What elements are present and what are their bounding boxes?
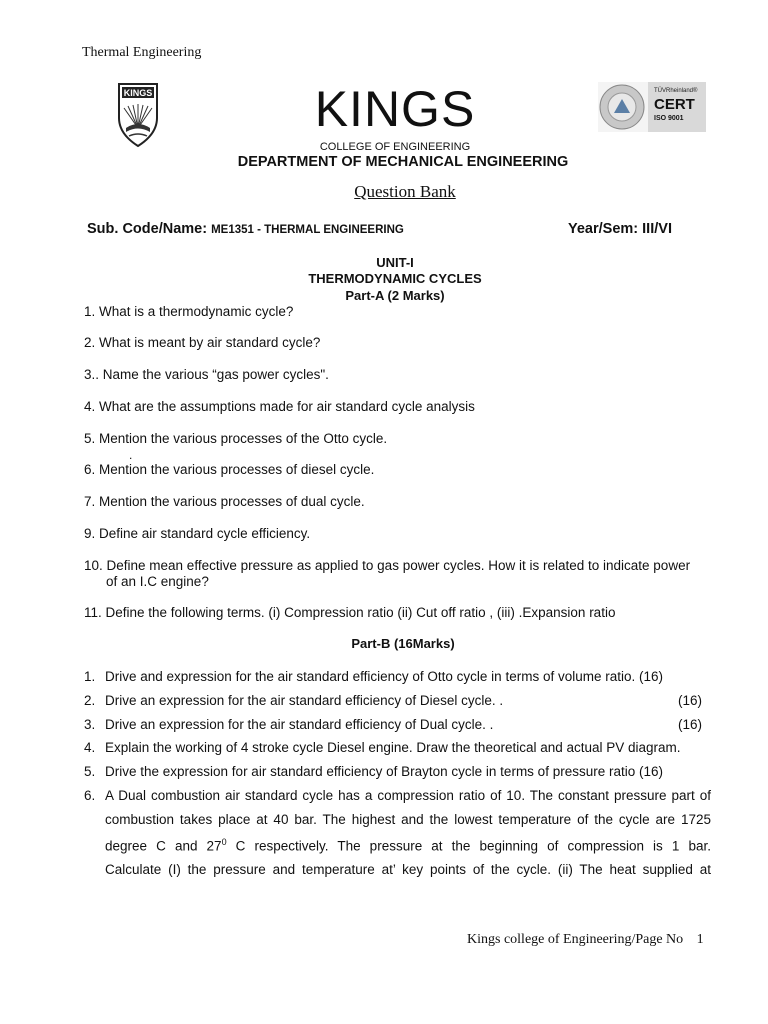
item-text: Drive an expression for the air standard efficiency of Diesel cycle. .	[105, 693, 504, 708]
item-number: 1.	[84, 669, 96, 684]
part-a-question-3: 3.. Name the various “gas power cycles".	[84, 367, 329, 382]
item-6-line-3	[105, 831, 711, 858]
item-text: Drive and expression for the air standard efficiency of Otto cycle in terms of volume ratio. (16)	[105, 669, 663, 684]
item-6-line-3b: C respectively. The pressure at the beginning of compression is 1 bar.	[226, 838, 711, 854]
part-a-heading: Part-A (2 Marks)	[345, 288, 445, 303]
part-b-item-6-number	[84, 788, 104, 806]
document-title: Question Bank	[354, 182, 456, 201]
question-10-line-1: 10. Define mean effective pressure as applied to gas power cycles. How it is related to indicate power	[84, 558, 691, 573]
footer-text: Kings college of Engineering/Page No	[467, 932, 684, 947]
part-b-item-5	[84, 764, 724, 782]
item-number: 3.	[84, 717, 96, 732]
part-b-item-4	[84, 740, 724, 758]
item-text: Explain the working of 4 stroke cycle Diesel engine. Draw the theoretical and actual PV diagram.	[105, 740, 681, 755]
part-b-item-6-text	[105, 784, 711, 882]
item-number: 6.	[84, 788, 96, 803]
part-a-question-5: 5. Mention the various processes of the Otto cycle.	[84, 431, 388, 446]
department-title: DEPARTMENT OF MECHANICAL ENGINEERING	[237, 154, 569, 170]
part-b-item-3-marks: (16)	[678, 717, 703, 732]
running-header: Thermal Engineering	[82, 45, 202, 60]
part-a-question-2: 2. What is meant by air standard cycle?	[84, 335, 321, 350]
year-semester: Year/Sem: III/VI	[568, 221, 672, 237]
subject-code-name	[87, 221, 404, 237]
unit-title: THERMODYNAMIC CYCLES	[308, 271, 482, 286]
unit-label: UNIT-I	[376, 255, 414, 270]
tuv-cert-logo	[598, 82, 706, 132]
part-a-question-6: 6. Mention the various processes of diesel cycle.	[84, 462, 375, 477]
part-b-item-3	[84, 717, 724, 735]
item-number: 4.	[84, 740, 96, 755]
part-b-item-2	[84, 693, 724, 711]
part-b-item-1	[84, 669, 724, 687]
item-6-line-1: A Dual combustion air standard cycle has a compression ratio of 10. The constant pressure part of	[105, 788, 711, 803]
iso-text: ISO 9001	[654, 115, 684, 122]
part-a-question-1: 1. What is a thermodynamic cycle?	[84, 304, 294, 319]
question-10-line-2: of an I.C engine?	[106, 574, 209, 589]
item-6-line-3a: degree C and 27	[105, 838, 222, 854]
item-6-line-2: combustion takes place at 40 bar. The highest and the lowest temperature of the cycle are 1725	[105, 811, 711, 827]
degree-superscript: 0	[221, 837, 227, 847]
subject-label: Sub. Code/Name:	[87, 221, 208, 237]
part-a-question-7: 7. Mention the various processes of dual cycle.	[84, 494, 365, 509]
item-number: 2.	[84, 693, 96, 708]
cert-text: CERT	[654, 96, 695, 113]
item-text: Drive the expression for air standard efficiency of Brayton cycle in terms of pressure ratio (16)	[105, 764, 663, 779]
page-number: 1	[696, 932, 704, 947]
stray-mark: .	[129, 448, 133, 462]
college-name: KINGS	[314, 81, 476, 137]
item-6-line-4: Calculate (I) the pressure and temperature at’ key points of the cycle. (ii) The heat supplied at	[105, 862, 711, 877]
college-subtitle: COLLEGE OF ENGINEERING	[319, 141, 471, 153]
part-a-question-11: 11. Define the following terms. (i) Compression ratio (ii) Cut off ratio , (iii) .Expansion ratio	[84, 605, 616, 620]
part-a-question-4: 4. What are the assumptions made for air standard cycle analysis	[84, 399, 475, 414]
crest-text: KINGS	[123, 88, 153, 98]
page-footer	[467, 932, 704, 948]
part-b-heading: Part-B (16Marks)	[351, 636, 455, 651]
part-a-question-10	[84, 558, 714, 590]
item-number: 5.	[84, 764, 96, 779]
tuv-brand-text: TÜVRheinland®	[654, 88, 698, 94]
item-text: Drive an expression for the air standard efficiency of Dual cycle. .	[105, 717, 494, 732]
subject-value: ME1351 - THERMAL ENGINEERING	[211, 224, 404, 236]
part-a-question-9: 9. Define air standard cycle efficiency.	[84, 526, 311, 541]
part-b-item-2-marks: (16)	[678, 693, 703, 708]
